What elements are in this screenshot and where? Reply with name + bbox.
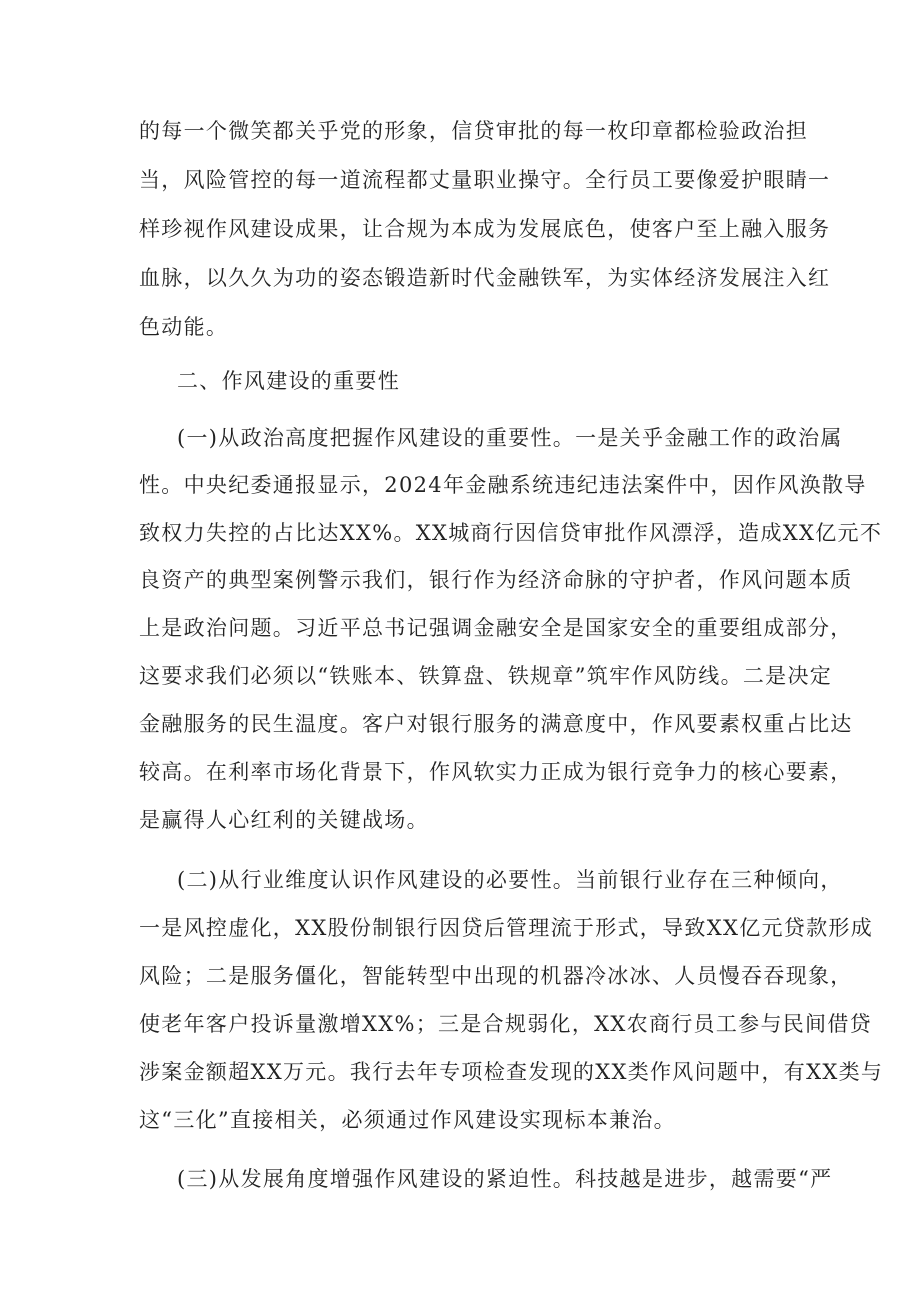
section-heading: 二、作风建设的重要性 xyxy=(177,369,400,393)
paragraph-line: 风险；二是服务僵化，智能转型中出现的机器冷冰冰、人员慢吞吞现象， xyxy=(139,964,853,988)
paragraph-line: 色动能。 xyxy=(139,315,229,339)
paragraph-line: 涉案金额超XX万元。我行去年专项检查发现的XX类作风问题中，有XX类与 xyxy=(139,1060,884,1084)
paragraph-line: 上是政治问题。习近平总书记强调金融安全是国家安全的重要组成部分， xyxy=(139,616,853,640)
paragraph-line: 较高。在利率市场化背景下，作风软实力正成为银行竞争力的核心要素， xyxy=(139,760,853,784)
paragraph-line: 使老年客户投诉量激增XX%；三是合规弱化，XX农商行员工参与民间借贷 xyxy=(139,1012,872,1036)
paragraph-line: (一)从政治高度把握作风建设的重要性。一是关乎金融工作的政治属 xyxy=(177,426,843,450)
paragraph-line: 一是风控虚化，XX股份制银行因贷后管理流于形式，导致XX亿元贷款形成 xyxy=(139,916,873,940)
paragraph-line: 良资产的典型案例警示我们，银行作为经济命脉的守护者，作风问题本质 xyxy=(139,568,853,592)
paragraph-line: 当，风险管控的每一道流程都丈量职业操守。全行员工要像爱护眼睛一 xyxy=(139,168,831,192)
paragraph-line: 这“三化”直接相关，必须通过作风建设实现标本兼治。 xyxy=(139,1108,676,1132)
paragraph-line: 是赢得人心红利的关键战场。 xyxy=(139,808,429,832)
paragraph-line: 的每一个微笑都关乎党的形象，信贷审批的每一枚印章都检验政治担 xyxy=(139,119,808,143)
paragraph-line: 血脉，以久久为功的姿态锻造新时代金融铁军，为实体经济发展注入红 xyxy=(139,266,831,290)
paragraph-line: (二)从行业维度认识作风建设的必要性。当前银行业存在三种倾向， xyxy=(177,868,843,892)
paragraph-line: 金融服务的民生温度。客户对银行服务的满意度中，作风要素权重占比达 xyxy=(139,712,853,736)
paragraph-line: 样珍视作风建设成果，让合规为本成为发展底色，使客户至上融入服务 xyxy=(139,217,831,241)
paragraph-line: (三)从发展角度增强作风建设的紧迫性。科技越是进步，越需要“严 xyxy=(177,1167,833,1191)
paragraph-line: 致权力失控的占比达XX%。XX城商行因信贷审批作风漂浮，造成XX亿元不 xyxy=(139,521,883,545)
paragraph-line: 这要求我们必须以“铁账本、铁算盘、铁规章”筑牢作风防线。二是决定 xyxy=(139,664,833,688)
paragraph-line: 性。中央纪委通报显示，2024年金融系统违纪违法案件中，因作风涣散导 xyxy=(139,473,867,497)
